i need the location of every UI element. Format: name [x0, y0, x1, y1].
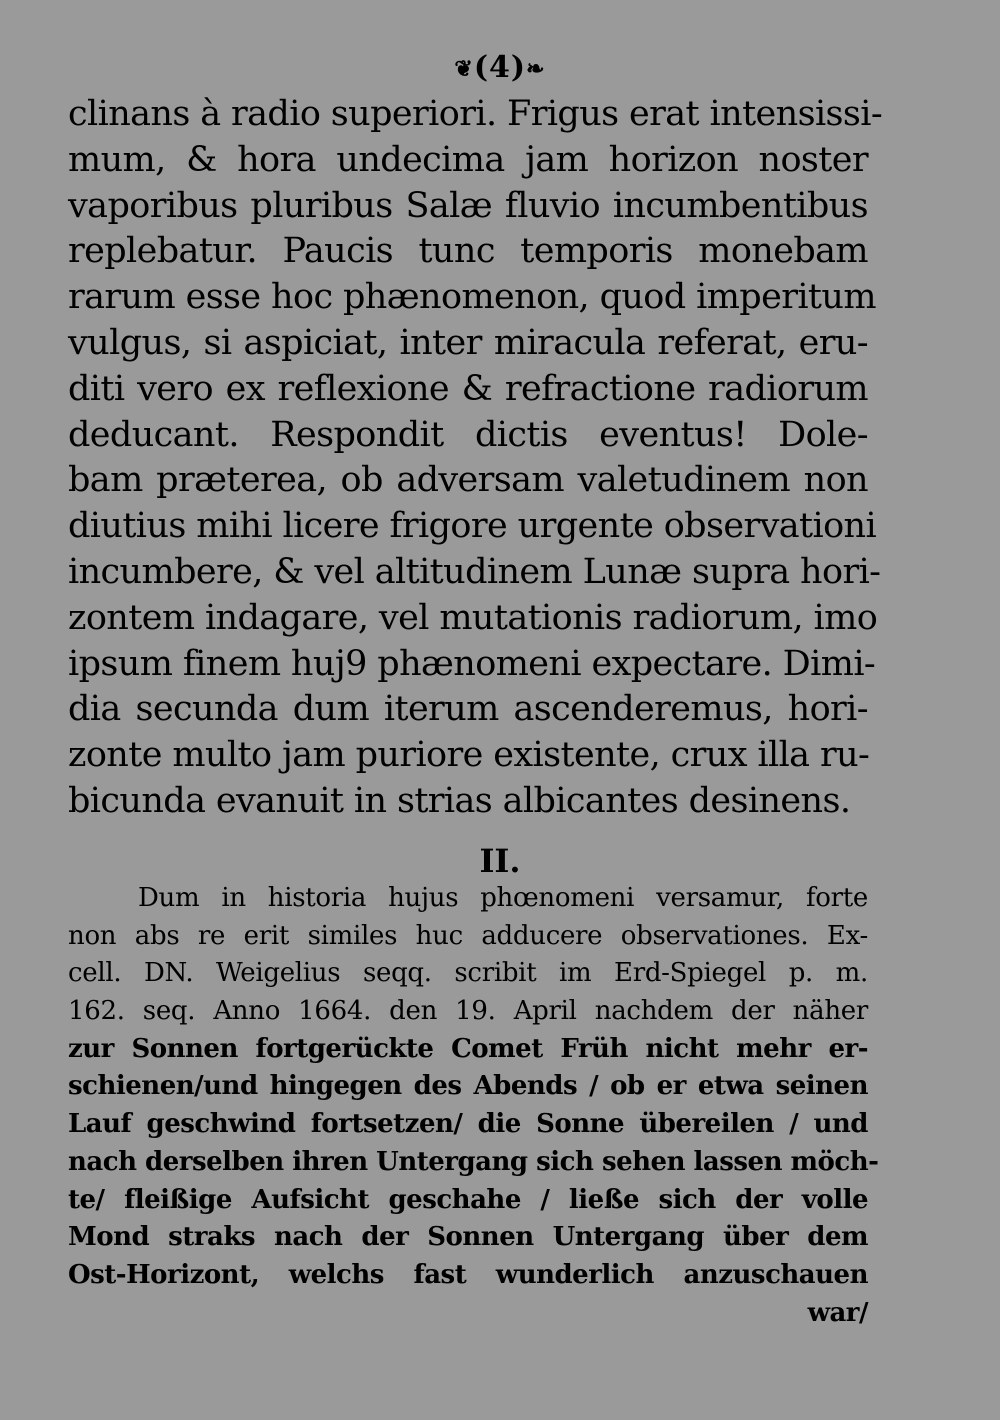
text-line: cell. DN. Weigelius seqq. scribit im Erd-Spiegel p. m. [68, 958, 868, 989]
text-line: Ost-Horizont, welchs fast wunderlich anzuschauen [68, 1259, 868, 1290]
text-line: deducant. Respondit dictis eventus! Dole- [68, 414, 868, 455]
text-line: 162. seq. Anno 1664. den 19. April nachdem der näher [68, 996, 868, 1027]
text-line: diutius mihi licere frigore urgente observationi [68, 506, 877, 547]
page-number: (4) [473, 50, 527, 85]
text-line: non abs re erit similes huc adducere observationes. Ex- [68, 920, 868, 951]
text-line: vulgus, si aspiciat, inter miracula referat, eru- [68, 322, 868, 363]
text-line: dia secunda dum iterum ascenderemus, hori- [68, 689, 868, 730]
text-line: nach derselben ihren Untergang sich sehen lassen möch- [68, 1146, 879, 1177]
text-line: mum, & hora undecima jam horizon noster [68, 139, 868, 180]
ornament-right-icon: ❧ [526, 56, 546, 82]
text-line: Lauf geschwind fortsetzen/ die Sonne übereilen / und [68, 1109, 868, 1140]
catchword: war/ [807, 1297, 868, 1328]
quotation-text-block [68, 880, 879, 1332]
text-line: zontem indagare, vel mutationis radiorum, imo [68, 597, 878, 638]
main-text-block [68, 92, 883, 825]
text-line: Dum in historia hujus phœnomeni versamur, forte [138, 883, 868, 913]
page-header [0, 50, 1000, 85]
text-line: diti vero ex reflexione & refractione radiorum [68, 368, 868, 409]
text-line: Mond straks nach der Sonnen Untergang über dem [68, 1222, 868, 1253]
text-line: te/ fleißige Aufsicht geschahe / ließe sich der volle [68, 1184, 868, 1215]
text-line: bam præterea, ob adversam valetudinem non [68, 460, 868, 501]
ornament-left-icon: ❦ [454, 56, 474, 82]
section-number: II. [479, 842, 521, 880]
text-line: zonte multo jam puriore existente, crux illa ru- [68, 735, 870, 776]
text-line: zur Sonnen fortgerückte Comet Früh nicht mehr er- [68, 1033, 868, 1064]
text-line: ipsum finem huj9 phænomeni expectare. Dimi- [68, 643, 876, 684]
text-line: incumbere, & vel altitudinem Lunæ supra hori- [68, 551, 881, 592]
text-line: rarum esse hoc phænomenon, quod imperitum [68, 277, 876, 318]
text-line: replebatur. Paucis tunc temporis monebam [68, 231, 868, 272]
text-line: bicunda evanuit in strias albicantes desinens. [68, 780, 851, 821]
text-line: schienen/und hingegen des Abends / ob er etwa seinen [68, 1071, 868, 1102]
text-line: vaporibus pluribus Salæ fluvio incumbentibus [68, 185, 868, 226]
text-line: clinans à radio superiori. Frigus erat intensissi- [68, 94, 883, 134]
